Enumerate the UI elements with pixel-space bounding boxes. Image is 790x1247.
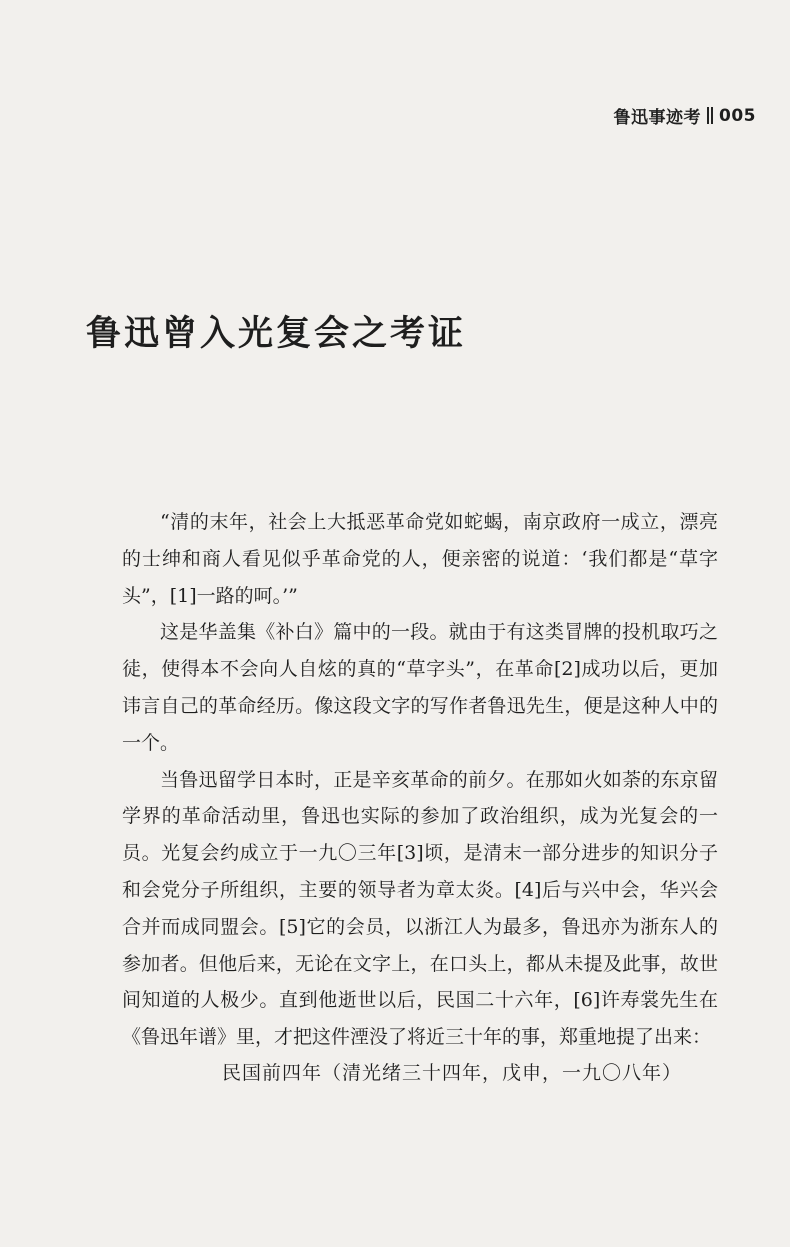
page-number: 005: [719, 105, 756, 126]
paragraph-2: 这是华盖集《补白》篇中的一段。就由于有这类冒牌的投机取巧之徒，使得本不会向人自炫的真的“草字头”，在革命[2]成功以后，更加讳言自己的革命经历。像这段文字的写作者鲁迅先生，便是这种人中的一个。: [122, 621, 718, 754]
body-text: [122, 504, 718, 1056]
paragraph-3: 当鲁迅留学日本时，正是辛亥革命的前夕。在那如火如荼的东京留学界的革命活动里，鲁迅也实际的参加了政治组织，成为光复会的一员。光复会约成立于一九〇三年[3]顷，是清末一部分进步的知识分子和会党分子所组织，主要的领导者为章太炎。[4]后与兴中会，华兴会合并而成同盟会。[5]它的会员，以浙江人为最多，鲁迅亦为浙东人的参加者。但他后来，无论在文字上，在口头上，都从未提及此事，故世间知道的人极少。直到他逝世以后，民国二十六年，[6]许寿裳先生在《鲁迅年谱》里，才把这件湮没了将近三十年的事，郑重地提了出来：: [122, 768, 718, 1049]
paragraph-quote: “清的末年，社会上大抵恶革命党如蛇蝎，南京政府一成立，漂亮的士绅和商人看见似乎革命党的人，便亲密的说道：‘我们都是“草字头”，[1]一路的呵。’”: [122, 511, 718, 607]
closing-line: 民国前四年（清光绪三十四年，戊申，一九〇八年）: [222, 1062, 683, 1084]
header-divider: [707, 107, 713, 124]
running-header: [614, 103, 757, 128]
running-title: 鲁迅事迹考: [613, 108, 701, 128]
chapter-title: 鲁迅曾入光复会之考证: [86, 314, 467, 354]
